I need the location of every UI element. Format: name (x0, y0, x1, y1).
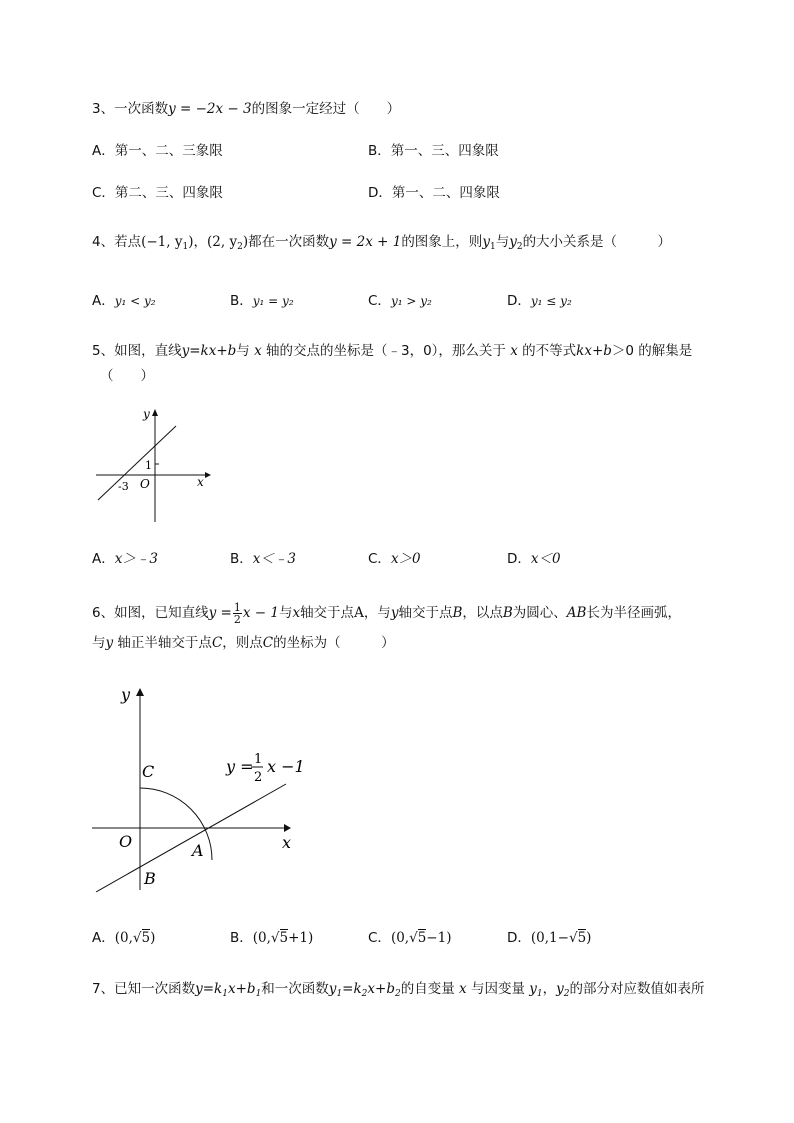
q6-point-c-label: C (142, 762, 155, 781)
q5-one-label: 1 (145, 459, 152, 472)
q6-y-label: y (121, 685, 131, 704)
q3-option-a[interactable]: A．第一、二、三象限 (92, 143, 223, 159)
q6-eq-y: y = (226, 757, 254, 776)
q4-option-a[interactable]: A．y₁ < y₂ (92, 293, 156, 309)
radical-icon: √ (270, 930, 280, 946)
q6-x-label: x (282, 833, 292, 852)
q5-y-label: y (143, 407, 150, 421)
q5-neg3-label: -3 (118, 480, 129, 493)
q5-option-c[interactable]: C．x＞0 (368, 551, 421, 567)
q4-option-c[interactable]: C．y₁ > y₂ (368, 293, 432, 309)
q3-option-c[interactable]: C．第二、三、四象限 (92, 185, 223, 201)
q6-origin-label: O (119, 832, 133, 851)
q6-option-c[interactable]: C．(0,√5−1) (368, 930, 452, 946)
q6-point-a-label: A (192, 841, 204, 860)
q4-option-d[interactable]: D．y₁ ≤ y₂ (507, 293, 572, 309)
radical-icon: √ (132, 930, 142, 946)
q3-formula: y = −2x − 3 (168, 101, 252, 117)
q5-y-arrow-icon (152, 409, 158, 416)
q3-stem: 3、一次函数y = −2x − 3的图象一定经过（ ） (92, 101, 401, 117)
q5-option-b[interactable]: B．x＜﹣3 (230, 551, 296, 567)
radical-icon: √ (409, 930, 418, 946)
q3-option-d[interactable]: D．第一、二、四象限 (368, 185, 500, 201)
q6-eq-rest: x −1 (267, 757, 305, 776)
q6-option-d[interactable]: D．(0,1−√5) (507, 930, 592, 946)
q4-option-b[interactable]: B．y₁ = y₂ (230, 293, 294, 309)
q7-stem: 7、已知一次函数$y=k_1x+b_1$和一次函数$y_1=k_2x+b_2$的自变量 x 与因变量 $y_1$，$y_2$的部分对应数值如表所 (92, 981, 705, 999)
q6-x-arrow-icon (284, 824, 291, 832)
q6-stem-line2: 与y 轴正半轴交于点C，则点C的坐标为（ ） (92, 635, 395, 651)
q5-line (98, 426, 176, 500)
radical-icon: √ (568, 930, 578, 946)
q3-option-b[interactable]: B．第一、三、四象限 (368, 143, 499, 159)
q5-graph (88, 400, 218, 530)
q6-option-b[interactable]: B．(0,√5+1) (230, 930, 314, 946)
q5-x-label: x (197, 475, 204, 489)
q6-point-b-label: B (144, 869, 156, 888)
q5-paren: （ ） (100, 368, 154, 384)
q5-stem: 5、如图，直线y=kx+b与 x 轴的交点的坐标是（﹣3，0），那么关于 x 的不等式kx+b＞0 的解集是 (92, 343, 693, 359)
q6-eq-den: 2 (254, 770, 263, 785)
q6-graph (88, 678, 318, 900)
q6-y-arrow-icon (136, 688, 144, 696)
q6-eq-num: 1 (254, 752, 263, 767)
q4-stem: 4、若点(−1, $y_1$)，(2, $y_2$)都在一次函数y = 2x + 1的图象上，则$y_1$与$y_2$的大小关系是（ ） (92, 234, 672, 252)
q6-stem: 6、如图，已知直线y = $\frac{1}{2}$ x − 1与x轴交于点A，与y轴交于点B，以点B为圆心、AB长为半径画弧， (92, 600, 681, 626)
q6-option-a[interactable]: A．(0,√5) (92, 930, 156, 946)
q6-fraction: $\frac{1}{2}$ (233, 600, 241, 626)
q5-option-a[interactable]: A．x＞﹣3 (92, 551, 158, 567)
q5-option-d[interactable]: D．x＜0 (507, 551, 561, 567)
q5-origin-label: O (140, 477, 150, 491)
q5-x-arrow-icon (205, 472, 211, 478)
